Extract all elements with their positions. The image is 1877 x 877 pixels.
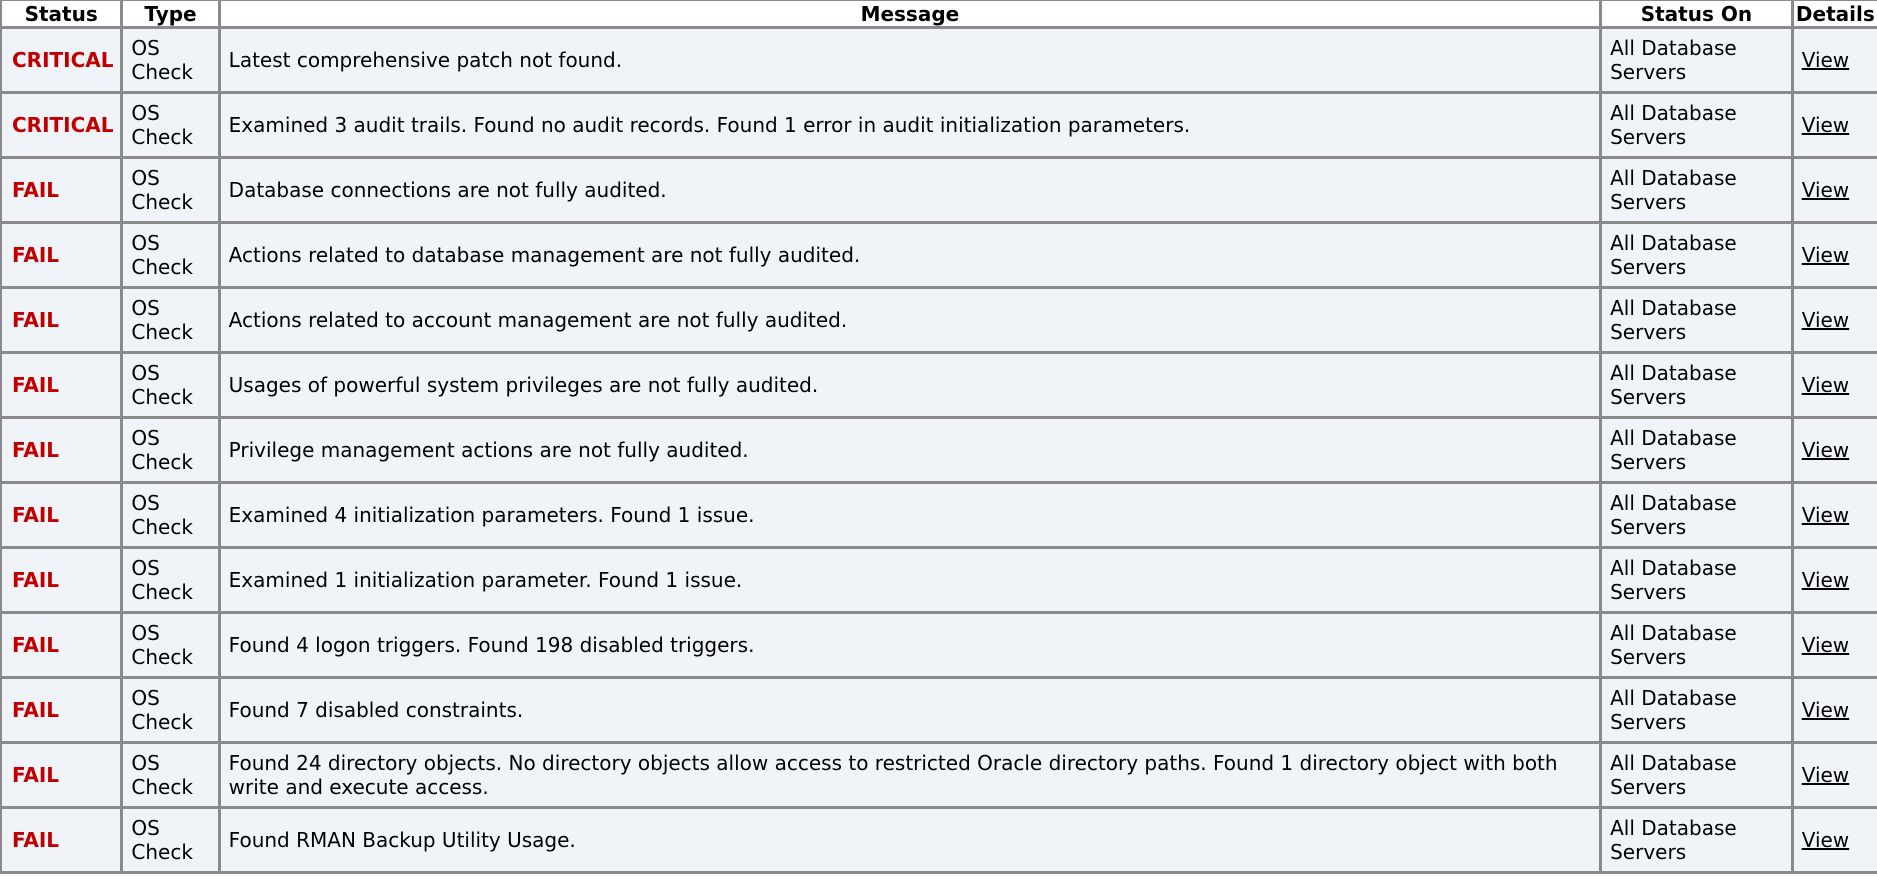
status-on-cell: All Database Servers	[1602, 354, 1791, 416]
details-cell	[1794, 29, 1877, 91]
message-cell: Privilege management actions are not fully audited.	[221, 419, 1599, 481]
type-cell: OS Check	[123, 224, 217, 286]
status-on-cell: All Database Servers	[1602, 744, 1791, 806]
status-cell: CRITICAL	[2, 94, 120, 156]
message-cell: Examined 4 initialization parameters. Found 1 issue.	[221, 484, 1599, 546]
status-on-cell: All Database Servers	[1602, 549, 1791, 611]
status-cell: FAIL	[2, 419, 120, 481]
table-row	[2, 614, 1877, 676]
table-body	[2, 29, 1877, 871]
view-details-link[interactable]: View	[1801, 828, 1850, 852]
status-cell: FAIL	[2, 224, 120, 286]
details-cell	[1794, 809, 1877, 871]
status-on-cell: All Database Servers	[1602, 159, 1791, 221]
status-cell: FAIL	[2, 809, 120, 871]
type-cell: OS Check	[123, 289, 217, 351]
status-on-cell: All Database Servers	[1602, 94, 1791, 156]
type-cell: OS Check	[123, 809, 217, 871]
status-cell: FAIL	[2, 549, 120, 611]
message-cell: Usages of powerful system privileges are not fully audited.	[221, 354, 1599, 416]
table-row	[2, 419, 1877, 481]
type-cell: OS Check	[123, 484, 217, 546]
type-cell: OS Check	[123, 94, 217, 156]
status-on-cell: All Database Servers	[1602, 289, 1791, 351]
message-cell: Latest comprehensive patch not found.	[221, 29, 1599, 91]
status-cell: FAIL	[2, 614, 120, 676]
status-on-cell: All Database Servers	[1602, 484, 1791, 546]
table-row	[2, 484, 1877, 546]
type-cell: OS Check	[123, 744, 217, 806]
view-details-link[interactable]: View	[1801, 48, 1850, 72]
details-cell	[1794, 159, 1877, 221]
view-details-link[interactable]: View	[1801, 178, 1850, 202]
message-cell: Found 24 directory objects. No directory objects allow access to restricted Oracle directory paths. Found 1 directory object with both write and execute access.	[221, 744, 1599, 806]
table-row	[2, 159, 1877, 221]
view-details-link[interactable]: View	[1801, 438, 1850, 462]
details-cell	[1794, 354, 1877, 416]
status-cell: FAIL	[2, 679, 120, 741]
table-row	[2, 679, 1877, 741]
status-on-cell: All Database Servers	[1602, 809, 1791, 871]
column-header-status[interactable]: Status	[2, 1, 120, 26]
status-cell: CRITICAL	[2, 29, 120, 91]
status-cell: FAIL	[2, 744, 120, 806]
column-header-details[interactable]: Details	[1794, 1, 1877, 26]
status-on-cell: All Database Servers	[1602, 224, 1791, 286]
details-cell	[1794, 289, 1877, 351]
status-on-cell: All Database Servers	[1602, 614, 1791, 676]
type-cell: OS Check	[123, 29, 217, 91]
message-cell: Examined 1 initialization parameter. Found 1 issue.	[221, 549, 1599, 611]
view-details-link[interactable]: View	[1801, 113, 1850, 137]
status-cell: FAIL	[2, 159, 120, 221]
message-cell: Examined 3 audit trails. Found no audit records. Found 1 error in audit initialization parameters.	[221, 94, 1599, 156]
column-header-status-on[interactable]: Status On	[1602, 1, 1791, 26]
status-on-cell: All Database Servers	[1602, 29, 1791, 91]
status-cell: FAIL	[2, 354, 120, 416]
view-details-link[interactable]: View	[1801, 373, 1850, 397]
details-cell	[1794, 744, 1877, 806]
table-row	[2, 224, 1877, 286]
view-details-link[interactable]: View	[1801, 308, 1850, 332]
table-row	[2, 809, 1877, 871]
view-details-link[interactable]: View	[1801, 633, 1850, 657]
message-cell: Found 4 logon triggers. Found 198 disabled triggers.	[221, 614, 1599, 676]
details-cell	[1794, 484, 1877, 546]
message-cell: Actions related to account management are not fully audited.	[221, 289, 1599, 351]
table-row	[2, 354, 1877, 416]
status-cell: FAIL	[2, 289, 120, 351]
type-cell: OS Check	[123, 159, 217, 221]
details-cell	[1794, 614, 1877, 676]
table-row	[2, 29, 1877, 91]
type-cell: OS Check	[123, 354, 217, 416]
view-details-link[interactable]: View	[1801, 698, 1850, 722]
details-cell	[1794, 549, 1877, 611]
view-details-link[interactable]: View	[1801, 503, 1850, 527]
status-on-cell: All Database Servers	[1602, 679, 1791, 741]
table-row	[2, 289, 1877, 351]
type-cell: OS Check	[123, 679, 217, 741]
table-row	[2, 94, 1877, 156]
view-details-link[interactable]: View	[1801, 568, 1850, 592]
status-cell: FAIL	[2, 484, 120, 546]
type-cell: OS Check	[123, 614, 217, 676]
message-cell: Database connections are not fully audited.	[221, 159, 1599, 221]
type-cell: OS Check	[123, 549, 217, 611]
table-row	[2, 549, 1877, 611]
status-on-cell: All Database Servers	[1602, 419, 1791, 481]
view-details-link[interactable]: View	[1801, 763, 1850, 787]
details-cell	[1794, 94, 1877, 156]
message-cell: Found RMAN Backup Utility Usage.	[221, 809, 1599, 871]
details-cell	[1794, 224, 1877, 286]
message-cell: Found 7 disabled constraints.	[221, 679, 1599, 741]
table-row	[2, 744, 1877, 806]
details-cell	[1794, 419, 1877, 481]
type-cell: OS Check	[123, 419, 217, 481]
column-header-type[interactable]: Type	[123, 1, 217, 26]
message-cell: Actions related to database management are not fully audited.	[221, 224, 1599, 286]
column-header-message[interactable]: Message	[221, 1, 1599, 26]
header-row	[2, 1, 1877, 26]
view-details-link[interactable]: View	[1801, 243, 1850, 267]
details-cell	[1794, 679, 1877, 741]
